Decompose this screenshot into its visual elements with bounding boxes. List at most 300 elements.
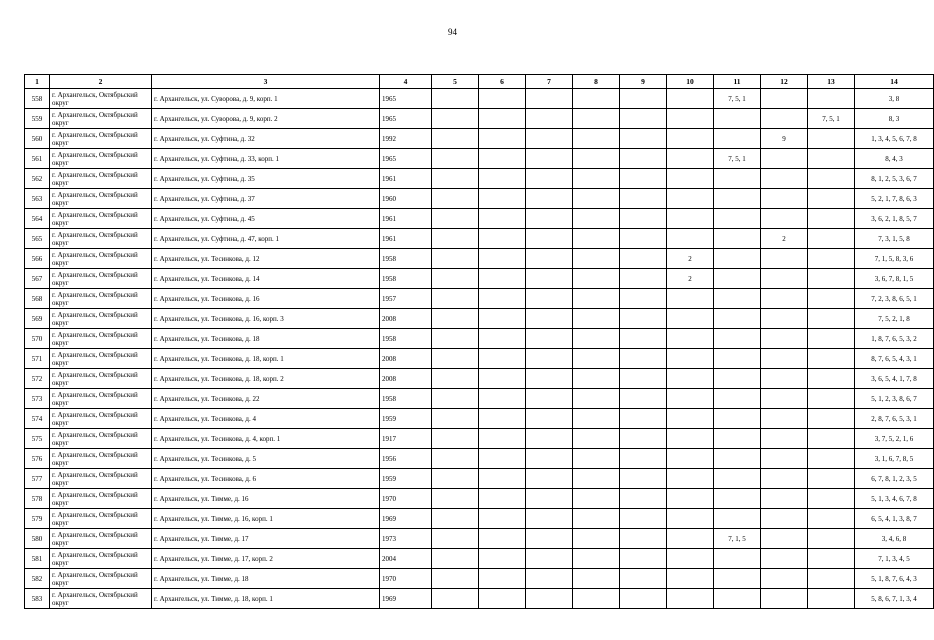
data-table [24, 74, 934, 609]
column-header: 6 [479, 75, 526, 89]
row-number-cell: 578 [25, 489, 50, 509]
col-13-cell [808, 429, 855, 449]
col-13-cell [808, 129, 855, 149]
col-7-cell [526, 549, 573, 569]
col-11-cell [714, 569, 761, 589]
col-8-cell [573, 149, 620, 169]
year-cell: 1961 [380, 169, 432, 189]
col-11-cell [714, 389, 761, 409]
table-row [25, 569, 934, 589]
col-7-cell [526, 329, 573, 349]
address-cell: г. Архангельск, ул. Тимме, д. 16, корп. 1 [152, 509, 380, 529]
col-7-cell [526, 469, 573, 489]
col-11-cell: 7, 5, 1 [714, 149, 761, 169]
table-row [25, 209, 934, 229]
col-10-cell [667, 349, 714, 369]
col-11-cell [714, 409, 761, 429]
col-8-cell [573, 529, 620, 549]
col-14-cell: 3, 6, 7, 8, 1, 5 [855, 269, 934, 289]
row-number-cell: 564 [25, 209, 50, 229]
col-9-cell [620, 329, 667, 349]
row-number-cell: 566 [25, 249, 50, 269]
col-9-cell [620, 389, 667, 409]
table-row [25, 409, 934, 429]
col-13-cell [808, 389, 855, 409]
col-8-cell [573, 269, 620, 289]
col-9-cell [620, 129, 667, 149]
col-6-cell [479, 209, 526, 229]
col-7-cell [526, 349, 573, 369]
col-13-cell [808, 189, 855, 209]
col-8-cell [573, 469, 620, 489]
col-12-cell: 2 [761, 229, 808, 249]
col-6-cell [479, 389, 526, 409]
column-header: 12 [761, 75, 808, 89]
address-cell: г. Архангельск, ул. Суфтина, д. 35 [152, 169, 380, 189]
table-row [25, 529, 934, 549]
col-6-cell [479, 109, 526, 129]
col-5-cell [432, 89, 479, 109]
col-8-cell [573, 349, 620, 369]
col-6-cell [479, 489, 526, 509]
col-13-cell [808, 89, 855, 109]
col-12-cell [761, 349, 808, 369]
col-11-cell: 7, 5, 1 [714, 89, 761, 109]
col-12-cell [761, 249, 808, 269]
col-12-cell [761, 449, 808, 469]
year-cell: 1960 [380, 189, 432, 209]
col-14-cell: 3, 6, 2, 1, 8, 5, 7 [855, 209, 934, 229]
col-14-cell: 8, 7, 6, 5, 4, 3, 1 [855, 349, 934, 369]
col-6-cell [479, 129, 526, 149]
col-5-cell [432, 369, 479, 389]
col-5-cell [432, 549, 479, 569]
district-cell: г. Архангельск, Октябрьский округ [50, 509, 152, 529]
column-header: 5 [432, 75, 479, 89]
year-cell: 1969 [380, 509, 432, 529]
year-cell: 1965 [380, 89, 432, 109]
district-cell: г. Архангельск, Октябрьский округ [50, 169, 152, 189]
col-5-cell [432, 589, 479, 609]
year-cell: 1970 [380, 569, 432, 589]
col-6-cell [479, 169, 526, 189]
col-12-cell [761, 169, 808, 189]
address-cell: г. Архангельск, ул. Суфтина, д. 33, корп. 1 [152, 149, 380, 169]
table-row [25, 289, 934, 309]
col-14-cell: 1, 3, 4, 5, 6, 7, 8 [855, 129, 934, 149]
col-9-cell [620, 209, 667, 229]
col-5-cell [432, 409, 479, 429]
col-11-cell [714, 209, 761, 229]
address-cell: г. Архангельск, ул. Тесинкова, д. 4, корп. 1 [152, 429, 380, 449]
row-number-cell: 576 [25, 449, 50, 469]
year-cell: 1961 [380, 209, 432, 229]
column-header: 3 [152, 75, 380, 89]
year-cell: 1959 [380, 409, 432, 429]
col-14-cell: 7, 5, 2, 1, 8 [855, 309, 934, 329]
col-11-cell [714, 189, 761, 209]
col-10-cell [667, 329, 714, 349]
row-number-cell: 567 [25, 269, 50, 289]
table-row [25, 389, 934, 409]
col-12-cell [761, 369, 808, 389]
col-7-cell [526, 249, 573, 269]
year-cell: 1958 [380, 269, 432, 289]
col-6-cell [479, 429, 526, 449]
col-8-cell [573, 449, 620, 469]
col-11-cell [714, 489, 761, 509]
col-6-cell [479, 589, 526, 609]
col-8-cell [573, 429, 620, 449]
table-row [25, 329, 934, 349]
col-14-cell: 5, 1, 2, 3, 8, 6, 7 [855, 389, 934, 409]
year-cell: 1917 [380, 429, 432, 449]
row-number-cell: 558 [25, 89, 50, 109]
col-11-cell [714, 349, 761, 369]
year-cell: 1969 [380, 589, 432, 609]
col-5-cell [432, 509, 479, 529]
district-cell: г. Архангельск, Октябрьский округ [50, 469, 152, 489]
row-number-cell: 563 [25, 189, 50, 209]
col-7-cell [526, 229, 573, 249]
col-10-cell [667, 169, 714, 189]
col-7-cell [526, 369, 573, 389]
col-14-cell: 3, 7, 5, 2, 1, 6 [855, 429, 934, 449]
col-6-cell [479, 369, 526, 389]
col-9-cell [620, 489, 667, 509]
year-cell: 1965 [380, 149, 432, 169]
col-13-cell [808, 529, 855, 549]
address-cell: г. Архангельск, ул. Тимме, д. 18, корп. 1 [152, 589, 380, 609]
row-number-cell: 568 [25, 289, 50, 309]
district-cell: г. Архангельск, Октябрьский округ [50, 349, 152, 369]
col-13-cell [808, 269, 855, 289]
col-12-cell [761, 469, 808, 489]
col-8-cell [573, 129, 620, 149]
col-11-cell [714, 229, 761, 249]
district-cell: г. Архангельск, Октябрьский округ [50, 389, 152, 409]
col-6-cell [479, 469, 526, 489]
col-6-cell [479, 309, 526, 329]
col-12-cell [761, 189, 808, 209]
col-5-cell [432, 489, 479, 509]
col-7-cell [526, 149, 573, 169]
col-5-cell [432, 249, 479, 269]
col-5-cell [432, 469, 479, 489]
col-13-cell [808, 549, 855, 569]
column-header: 9 [620, 75, 667, 89]
col-8-cell [573, 249, 620, 269]
column-header: 14 [855, 75, 934, 89]
col-11-cell [714, 309, 761, 329]
address-cell: г. Архангельск, ул. Тимме, д. 17 [152, 529, 380, 549]
table-row [25, 229, 934, 249]
row-number-cell: 574 [25, 409, 50, 429]
col-6-cell [479, 269, 526, 289]
col-10-cell [667, 149, 714, 169]
col-8-cell [573, 189, 620, 209]
district-cell: г. Архангельск, Октябрьский округ [50, 309, 152, 329]
col-10-cell [667, 569, 714, 589]
col-12-cell [761, 569, 808, 589]
col-13-cell [808, 149, 855, 169]
col-12-cell: 9 [761, 129, 808, 149]
col-13-cell [808, 469, 855, 489]
column-header: 8 [573, 75, 620, 89]
col-5-cell [432, 329, 479, 349]
address-cell: г. Архангельск, ул. Суфтина, д. 32 [152, 129, 380, 149]
table-row [25, 309, 934, 329]
col-6-cell [479, 329, 526, 349]
col-14-cell: 8, 3 [855, 109, 934, 129]
col-7-cell [526, 169, 573, 189]
col-9-cell [620, 589, 667, 609]
col-7-cell [526, 109, 573, 129]
year-cell: 1992 [380, 129, 432, 149]
year-cell: 1958 [380, 389, 432, 409]
column-header: 10 [667, 75, 714, 89]
col-5-cell [432, 449, 479, 469]
col-14-cell: 3, 6, 5, 4, 1, 7, 8 [855, 369, 934, 389]
col-9-cell [620, 269, 667, 289]
row-number-cell: 577 [25, 469, 50, 489]
col-5-cell [432, 189, 479, 209]
table-row [25, 549, 934, 569]
address-cell: г. Архангельск, ул. Суфтина, д. 37 [152, 189, 380, 209]
address-cell: г. Архангельск, ул. Тимме, д. 16 [152, 489, 380, 509]
col-10-cell [667, 409, 714, 429]
year-cell: 1958 [380, 249, 432, 269]
column-header: 13 [808, 75, 855, 89]
row-number-cell: 559 [25, 109, 50, 129]
address-cell: г. Архангельск, ул. Суфтина, д. 47, корп. 1 [152, 229, 380, 249]
col-10-cell [667, 389, 714, 409]
address-cell: г. Архангельск, ул. Тимме, д. 18 [152, 569, 380, 589]
col-14-cell: 6, 5, 4, 1, 3, 8, 7 [855, 509, 934, 529]
row-number-cell: 573 [25, 389, 50, 409]
col-9-cell [620, 469, 667, 489]
col-10-cell: 2 [667, 269, 714, 289]
col-12-cell [761, 289, 808, 309]
col-9-cell [620, 169, 667, 189]
col-9-cell [620, 189, 667, 209]
col-9-cell [620, 509, 667, 529]
col-6-cell [479, 569, 526, 589]
col-8-cell [573, 409, 620, 429]
col-10-cell [667, 469, 714, 489]
col-11-cell [714, 289, 761, 309]
col-10-cell [667, 189, 714, 209]
col-9-cell [620, 289, 667, 309]
col-10-cell [667, 209, 714, 229]
col-10-cell [667, 89, 714, 109]
col-9-cell [620, 429, 667, 449]
col-7-cell [526, 449, 573, 469]
col-11-cell [714, 169, 761, 189]
col-6-cell [479, 409, 526, 429]
col-6-cell [479, 549, 526, 569]
col-13-cell: 7, 5, 1 [808, 109, 855, 129]
col-6-cell [479, 509, 526, 529]
district-cell: г. Архангельск, Октябрьский округ [50, 149, 152, 169]
row-number-cell: 571 [25, 349, 50, 369]
col-11-cell [714, 509, 761, 529]
col-7-cell [526, 209, 573, 229]
district-cell: г. Архангельск, Октябрьский округ [50, 189, 152, 209]
address-cell: г. Архангельск, ул. Тесинкова, д. 18, корп. 1 [152, 349, 380, 369]
address-cell: г. Архангельск, ул. Тесинкова, д. 6 [152, 469, 380, 489]
col-11-cell [714, 329, 761, 349]
address-cell: г. Архангельск, ул. Тесинкова, д. 18, корп. 2 [152, 369, 380, 389]
table-row [25, 589, 934, 609]
col-6-cell [479, 89, 526, 109]
district-cell: г. Архангельск, Октябрьский округ [50, 249, 152, 269]
col-7-cell [526, 429, 573, 449]
col-8-cell [573, 569, 620, 589]
table-row [25, 369, 934, 389]
address-cell: г. Архангельск, ул. Суфтина, д. 45 [152, 209, 380, 229]
col-14-cell: 6, 7, 8, 1, 2, 3, 5 [855, 469, 934, 489]
col-8-cell [573, 229, 620, 249]
col-12-cell [761, 409, 808, 429]
year-cell: 1959 [380, 469, 432, 489]
col-12-cell [761, 549, 808, 569]
col-10-cell [667, 309, 714, 329]
table-row [25, 89, 934, 109]
row-number-cell: 580 [25, 529, 50, 549]
year-cell: 2008 [380, 349, 432, 369]
col-10-cell [667, 109, 714, 129]
col-11-cell [714, 549, 761, 569]
address-cell: г. Архангельск, ул. Тесинкова, д. 18 [152, 329, 380, 349]
col-7-cell [526, 489, 573, 509]
col-7-cell [526, 309, 573, 329]
col-13-cell [808, 249, 855, 269]
col-5-cell [432, 349, 479, 369]
col-8-cell [573, 289, 620, 309]
row-number-cell: 575 [25, 429, 50, 449]
address-cell: г. Архангельск, ул. Суворова, д. 9, корп. 1 [152, 89, 380, 109]
year-cell: 2008 [380, 369, 432, 389]
year-cell: 2008 [380, 309, 432, 329]
table-row [25, 189, 934, 209]
address-cell: г. Архангельск, ул. Тесинкова, д. 4 [152, 409, 380, 429]
col-5-cell [432, 149, 479, 169]
row-number-cell: 582 [25, 569, 50, 589]
table-row [25, 269, 934, 289]
col-11-cell [714, 469, 761, 489]
col-7-cell [526, 389, 573, 409]
col-14-cell: 7, 1, 5, 8, 3, 6 [855, 249, 934, 269]
col-13-cell [808, 169, 855, 189]
year-cell: 1965 [380, 109, 432, 129]
col-12-cell [761, 429, 808, 449]
col-12-cell [761, 589, 808, 609]
col-7-cell [526, 129, 573, 149]
col-10-cell [667, 129, 714, 149]
district-cell: г. Архангельск, Октябрьский округ [50, 109, 152, 129]
col-5-cell [432, 429, 479, 449]
col-13-cell [808, 369, 855, 389]
col-8-cell [573, 489, 620, 509]
col-10-cell [667, 229, 714, 249]
address-cell: г. Архангельск, ул. Тесинкова, д. 12 [152, 249, 380, 269]
column-header: 2 [50, 75, 152, 89]
year-cell: 1956 [380, 449, 432, 469]
table-row [25, 129, 934, 149]
col-6-cell [479, 449, 526, 469]
table-row [25, 349, 934, 369]
col-6-cell [479, 249, 526, 269]
col-6-cell [479, 289, 526, 309]
col-12-cell [761, 309, 808, 329]
col-14-cell: 8, 4, 3 [855, 149, 934, 169]
col-14-cell: 8, 1, 2, 5, 3, 6, 7 [855, 169, 934, 189]
col-10-cell [667, 289, 714, 309]
page-number: 94 [448, 27, 457, 37]
col-10-cell [667, 449, 714, 469]
col-9-cell [620, 309, 667, 329]
col-5-cell [432, 389, 479, 409]
table-row [25, 429, 934, 449]
row-number-cell: 561 [25, 149, 50, 169]
col-10-cell [667, 429, 714, 449]
table-row [25, 469, 934, 489]
row-number-cell: 581 [25, 549, 50, 569]
col-9-cell [620, 569, 667, 589]
col-13-cell [808, 589, 855, 609]
col-13-cell [808, 509, 855, 529]
col-5-cell [432, 269, 479, 289]
col-5-cell [432, 309, 479, 329]
col-13-cell [808, 229, 855, 249]
col-9-cell [620, 449, 667, 469]
col-8-cell [573, 549, 620, 569]
col-10-cell: 2 [667, 249, 714, 269]
table-row [25, 489, 934, 509]
col-7-cell [526, 569, 573, 589]
col-11-cell [714, 109, 761, 129]
row-number-cell: 562 [25, 169, 50, 189]
district-cell: г. Архангельск, Октябрьский округ [50, 89, 152, 109]
col-12-cell [761, 529, 808, 549]
col-7-cell [526, 189, 573, 209]
col-14-cell: 5, 1, 3, 4, 6, 7, 8 [855, 489, 934, 509]
table-body [25, 89, 934, 609]
col-6-cell [479, 229, 526, 249]
col-14-cell: 5, 2, 1, 7, 8, 6, 3 [855, 189, 934, 209]
col-11-cell [714, 589, 761, 609]
col-7-cell [526, 89, 573, 109]
col-12-cell [761, 89, 808, 109]
col-5-cell [432, 129, 479, 149]
col-13-cell [808, 349, 855, 369]
col-10-cell [667, 369, 714, 389]
district-cell: г. Архангельск, Октябрьский округ [50, 489, 152, 509]
col-8-cell [573, 309, 620, 329]
col-13-cell [808, 289, 855, 309]
col-14-cell: 3, 8 [855, 89, 934, 109]
col-14-cell: 3, 1, 6, 7, 8, 5 [855, 449, 934, 469]
col-7-cell [526, 589, 573, 609]
col-5-cell [432, 289, 479, 309]
column-header: 1 [25, 75, 50, 89]
address-cell: г. Архангельск, ул. Тесинкова, д. 22 [152, 389, 380, 409]
col-9-cell [620, 229, 667, 249]
address-cell: г. Архангельск, ул. Тимме, д. 17, корп. 2 [152, 549, 380, 569]
row-number-cell: 579 [25, 509, 50, 529]
col-10-cell [667, 529, 714, 549]
